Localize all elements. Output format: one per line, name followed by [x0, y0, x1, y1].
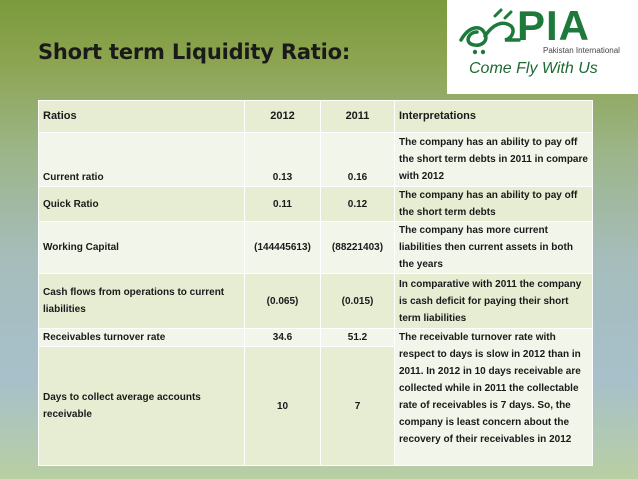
- table-row: [39, 187, 593, 222]
- cell-2011: 51.2: [321, 329, 395, 347]
- cell-2012: (144445613): [245, 222, 321, 274]
- slide-title: Short term Liquidity Ratio:: [38, 40, 351, 64]
- logo-brand: PIA: [517, 2, 591, 49]
- cell-2012: 34.6: [245, 329, 321, 347]
- cell-2011: 7: [321, 347, 395, 466]
- cell-2011: (88221403): [321, 222, 395, 274]
- logo-tagline: Come Fly With Us: [469, 60, 598, 77]
- table-row: [39, 222, 593, 274]
- logo-subtitle: Pakistan International: [543, 46, 620, 55]
- cell-2012: 0.13: [245, 133, 321, 187]
- table-row: [39, 329, 593, 347]
- cell-interpretation: The company has an ability to pay off the short term debts in 2011 in compare with 2012: [395, 133, 593, 187]
- cell-interpretation: In comparative with 2011 the company is cash deficit for paying their short term liabilities: [395, 274, 593, 329]
- table-header-row: [39, 101, 593, 133]
- header-interpretations: Interpretations: [395, 101, 593, 133]
- cell-2011: (0.015): [321, 274, 395, 329]
- pia-calligraphy-icon: [455, 6, 525, 62]
- ratio-table-container: [38, 100, 592, 466]
- table-row: [39, 274, 593, 329]
- cell-ratio: Working Capital: [39, 222, 245, 274]
- cell-interpretation: The receivable turnover rate with respect to days is slow in 2012 than in 2011. In 2012 in 10 days receivable are collected while in 2011 the collectable rate of receivables is 7 days. So, the company is least concern about the recovery of their receivables in 2012: [395, 329, 593, 466]
- cell-ratio: Receivables turnover rate: [39, 329, 245, 347]
- table-row: [39, 133, 593, 187]
- cell-interpretation: The company has an ability to pay off the short term debts: [395, 187, 593, 222]
- cell-interpretation: The company has more current liabilities then current assets in both the years: [395, 222, 593, 274]
- cell-2012: 0.11: [245, 187, 321, 222]
- cell-ratio: Cash flows from operations to current liabilities: [39, 274, 245, 329]
- header-2012: 2012: [245, 101, 321, 133]
- cell-2012: 10: [245, 347, 321, 466]
- cell-ratio: Current ratio: [39, 133, 245, 187]
- cell-ratio: Days to collect average accounts receivable: [39, 347, 245, 466]
- cell-2011: 0.12: [321, 187, 395, 222]
- cell-2011: 0.16: [321, 133, 395, 187]
- header-ratios: Ratios: [39, 101, 245, 133]
- cell-2012: (0.065): [245, 274, 321, 329]
- cell-ratio: Quick Ratio: [39, 187, 245, 222]
- ratio-table: [38, 100, 593, 466]
- header-2011: 2011: [321, 101, 395, 133]
- pia-logo: [447, 0, 638, 94]
